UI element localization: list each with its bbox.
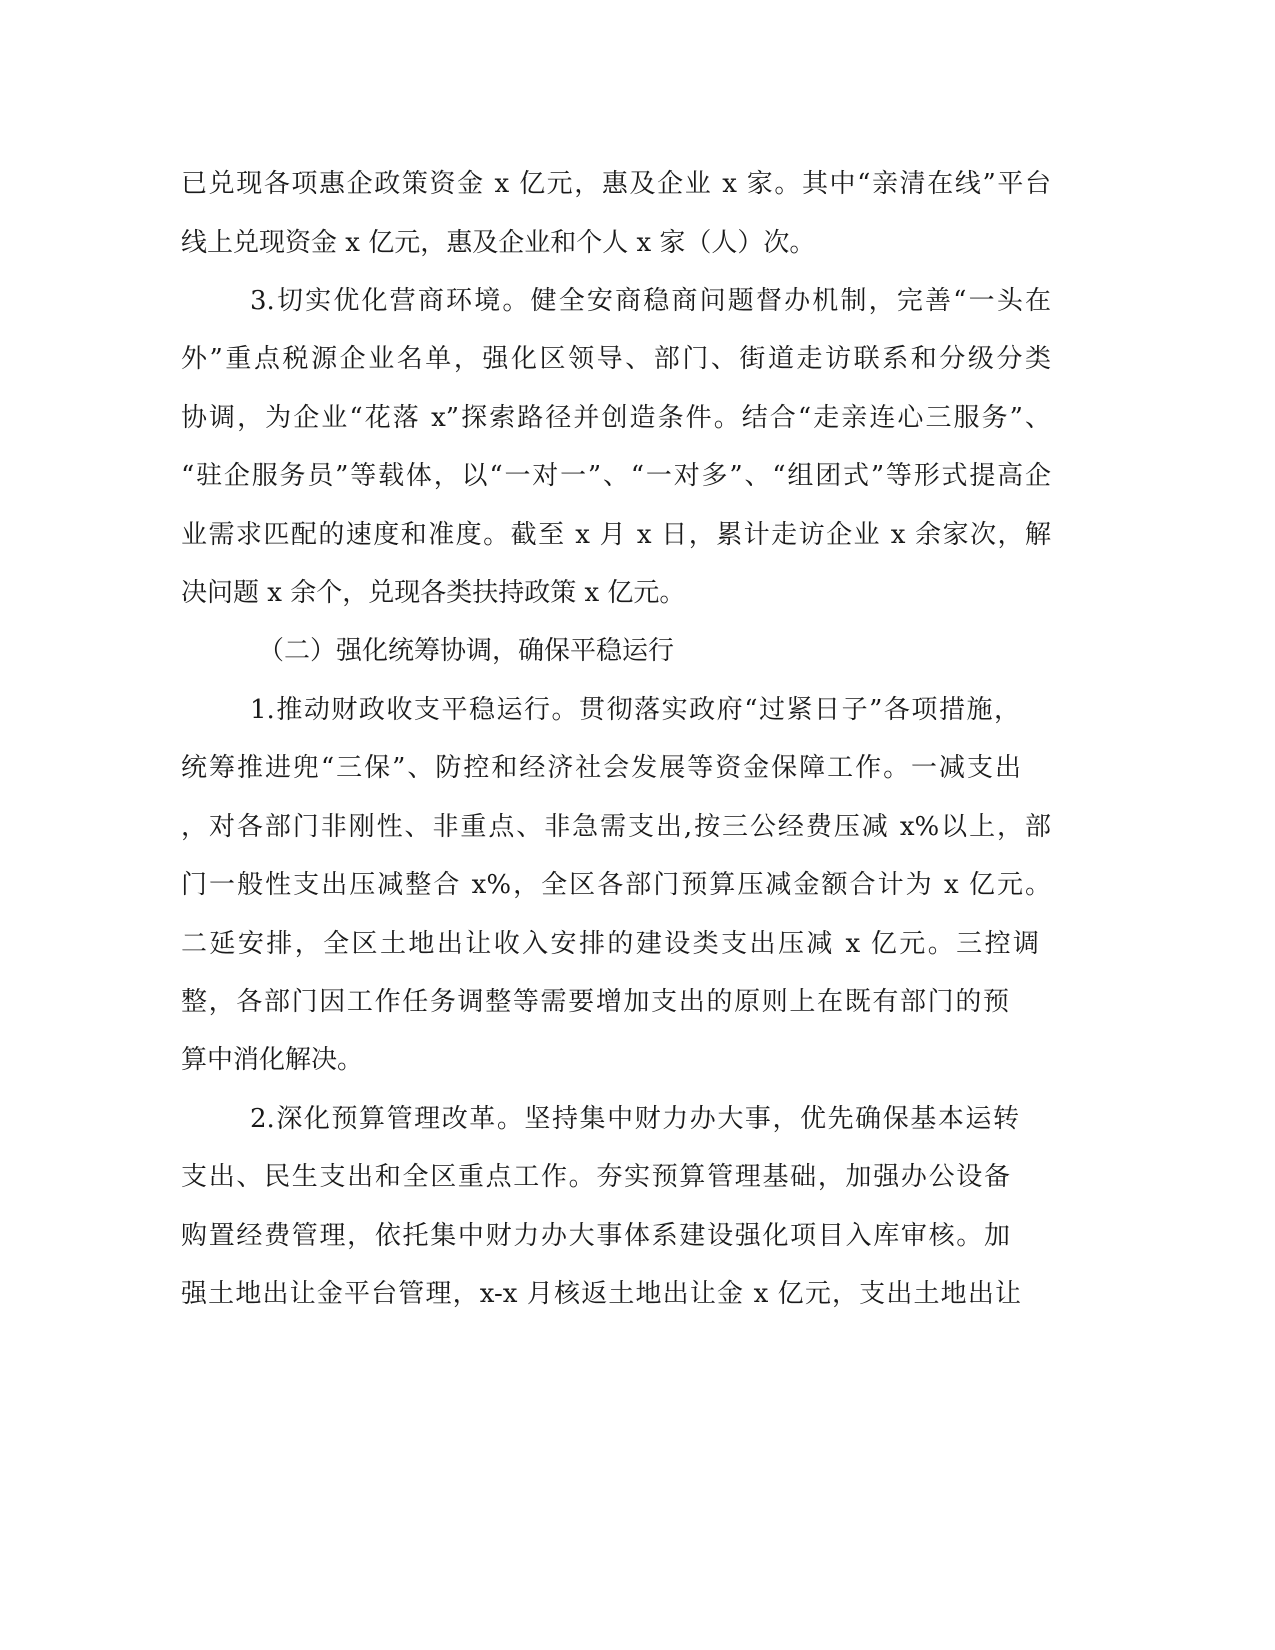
text-line-12: ，对各部门非刚性、非重点、非急需支出,按三公经费压减 x%以上，部: [181, 812, 1051, 842]
text-line-8: 决问题 x 余个，兑现各类扶持政策 x 亿元。: [181, 578, 686, 608]
text-line-6: “驻企服务员”等载体，以“一对一”、“一对多”、“组团式”等形式提高企: [181, 461, 1051, 491]
section-heading: （二）强化统筹协调，确保平稳运行: [258, 636, 675, 666]
text-line-10: 1.推动财政收支平稳运行。贯彻落实政府“过紧日子”各项措施，: [250, 695, 1020, 725]
text-line-11: 统筹推进兜“三保”、防控和经济社会发展等资金保障工作。一减支出: [181, 753, 1021, 783]
text-line-13: 门一般性支出压减整合 x%，全区各部门预算压减金额合计为 x 亿元。: [181, 870, 1051, 900]
text-line-17: 2.深化预算管理改革。坚持集中财力办大事，优先确保基本运转: [250, 1104, 1019, 1134]
text-line-5: 协调，为企业“花落 x”探索路径并创造条件。结合“走亲连心三服务”、: [181, 403, 1051, 433]
text-line-20: 强土地出让金平台管理，x-x 月核返土地出让金 x 亿元，支出土地出让: [181, 1279, 1021, 1309]
text-line-3: 3.切实优化营商环境。健全安商稳商问题督办机制，完善“一头在: [250, 286, 1051, 316]
text-line-2: 线上兑现资金 x 亿元，惠及企业和个人 x 家（人）次。: [181, 228, 816, 258]
text-line-4: 外”重点税源企业名单，强化区领导、部门、街道走访联系和分级分类: [181, 344, 1051, 374]
text-line-1: 已兑现各项惠企政策资金 x 亿元，惠及企业 x 家。其中“亲清在线”平台: [181, 169, 1051, 199]
text-line-14: 二延安排，全区土地出让收入安排的建设类支出压减 x 亿元。三控调: [181, 929, 1039, 959]
text-line-16: 算中消化解决。: [181, 1045, 364, 1075]
text-line-19: 购置经费管理，依托集中财力办大事体系建设强化项目入库审核。加: [181, 1221, 1010, 1251]
text-line-7: 业需求匹配的速度和准度。截至 x 月 x 日，累计走访企业 x 余家次，解: [181, 520, 1051, 550]
text-line-18: 支出、民生支出和全区重点工作。夯实预算管理基础，加强办公设备: [181, 1162, 1010, 1192]
text-line-15: 整，各部门因工作任务调整等需要增加支出的原则上在既有部门的预: [181, 987, 1009, 1017]
